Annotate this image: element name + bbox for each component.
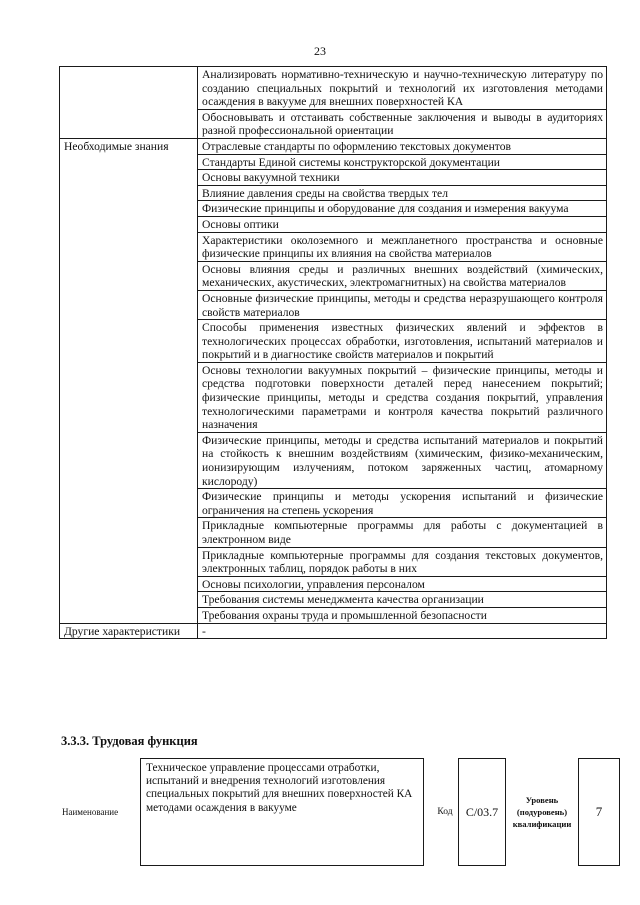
function-name-label: Наименование <box>62 807 119 817</box>
requirement-item: - <box>198 623 607 639</box>
requirements-table <box>59 66 607 639</box>
requirement-item: Стандарты Единой системы конструкторской документации <box>198 154 607 170</box>
labor-function-table <box>62 758 620 866</box>
requirement-item: Влияние давления среды на свойства твердых тел <box>198 185 607 201</box>
requirement-item: Физические принципы, методы и средства испытаний материалов и покрытий на стойкость к внешним воздействиям (химическим, физико-механическим, ионизирующим излучениям, потоком заряженных частиц, атомарному кислороду) <box>198 432 607 488</box>
row-category-label: Необходимые знания <box>60 138 198 623</box>
requirement-item: Способы применения известных физических явлений и эффектов в технологических процессах обработки, изготовления, испытаний материалов и покрытий и в диагностике свойств материалов и покрытий <box>198 320 607 363</box>
row-category-label <box>60 67 198 139</box>
requirement-item: Физические принципы и методы ускорения испытаний и физические ограничения на степень ускорения <box>198 489 607 518</box>
requirement-item: Физические принципы и оборудование для создания и измерения вакуума <box>198 201 607 217</box>
requirement-item: Анализировать нормативно-техническую и научно-техническую литературу по созданию специальных покрытий и технологий их изготовления методами осаждения в вакууме для внешних поверхностей КА <box>198 67 607 110</box>
requirement-item: Основы технологии вакуумных покрытий – физические принципы, методы и средства подготовки поверхности деталей перед нанесением покрытий; физические принципы, методы и средства создания покрытий, управления технологическими параметрами и контроля качества покрытий различного назначения <box>198 362 607 432</box>
qualification-level: 7 <box>579 759 620 866</box>
section-title: 3.3.3. Трудовая функция <box>61 734 198 748</box>
requirement-item: Основы оптики <box>198 216 607 232</box>
requirement-item: Основы вакуумной техники <box>198 170 607 186</box>
requirement-item: Прикладные компьютерные программы для работы с документацией в электронном виде <box>198 518 607 547</box>
table-row <box>60 623 607 639</box>
requirement-item: Основные физические принципы, методы и средства неразрушающего контроля свойств материалов <box>198 290 607 319</box>
function-code: С/03.7 <box>459 759 506 866</box>
requirement-item: Характеристики околоземного и межпланетного пространства и основные физические принципы их влияния на свойства материалов <box>198 232 607 261</box>
requirement-item: Отраслевые стандарты по оформлению текстовых документов <box>198 138 607 154</box>
requirement-item: Обосновывать и отстаивать собственные заключения и выводы в аудиториях разной профессиональной ориентации <box>198 109 607 138</box>
requirement-item: Основы психологии, управления персоналом <box>198 576 607 592</box>
requirement-item: Требования охраны труда и промышленной безопасности <box>198 607 607 623</box>
requirement-item: Требования системы менеджмента качества организации <box>198 592 607 608</box>
page-number: 23 <box>314 44 326 58</box>
table-row <box>60 67 607 110</box>
requirement-item: Прикладные компьютерные программы для создания текстовых документов, электронных таблиц, порядок работы в них <box>198 547 607 576</box>
qualification-level-label: Уровень (подуровень) квалификации <box>512 795 572 829</box>
function-code-label: Код <box>437 807 453 817</box>
row-category-label: Другие характеристики <box>60 623 198 639</box>
table-row <box>60 138 607 154</box>
requirement-item: Основы влияния среды и различных внешних воздействий (химических, механических, акустических, электромагнитных) на свойства материалов <box>198 261 607 290</box>
function-name: Техническое управление процессами отработки, испытаний и внедрения технологий изготовления специальных покрытий для внешних поверхностей КА методами осаждения в вакууме <box>141 759 424 866</box>
